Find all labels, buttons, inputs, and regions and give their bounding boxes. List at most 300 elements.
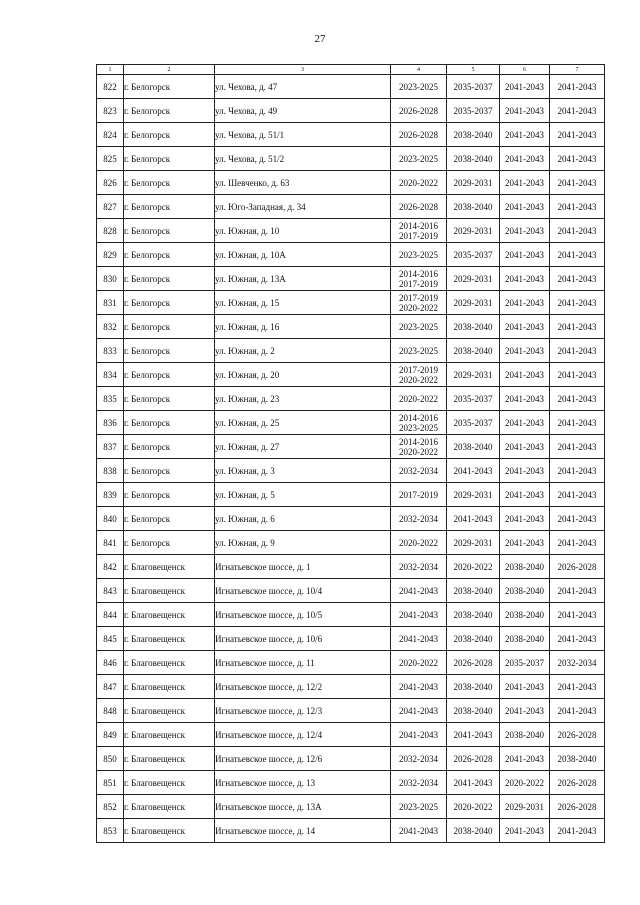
city-cell: г. Благовещенск xyxy=(124,747,215,771)
period-cell-6: 2041-2043 xyxy=(500,267,550,291)
period-value: 2032-2034 xyxy=(399,777,438,788)
period-cell-5: 2029-2031 xyxy=(447,267,500,291)
address-cell: ул. Южная, д. 5 xyxy=(215,483,391,507)
row-number-cell: 822 xyxy=(97,75,124,99)
period-cell-5: 2038-2040 xyxy=(447,339,500,363)
period-cell-5: 2038-2040 xyxy=(447,675,500,699)
period-cell-4 xyxy=(391,795,447,819)
city-cell: г. Белогорск xyxy=(124,291,215,315)
period-value: 2023-2025 xyxy=(399,249,438,260)
column-number-header: 5 xyxy=(447,65,500,75)
period-cell-7: 2041-2043 xyxy=(550,195,605,219)
table-row xyxy=(97,123,605,147)
table-row xyxy=(97,435,605,459)
period-value: 2023-2025 xyxy=(399,345,438,356)
period-cell-7: 2041-2043 xyxy=(550,219,605,243)
table-row xyxy=(97,699,605,723)
period-cell-6: 2041-2043 xyxy=(500,171,550,195)
column-number-header: 2 xyxy=(124,65,215,75)
period-value: 2020-2022 xyxy=(399,177,438,188)
period-cell-6: 2041-2043 xyxy=(500,531,550,555)
city-cell: г. Белогорск xyxy=(124,363,215,387)
period-cell-6: 2041-2043 xyxy=(500,411,550,435)
period-cell-6: 2041-2043 xyxy=(500,675,550,699)
address-cell: Игнатьевское шоссе, д. 12/3 xyxy=(215,699,391,723)
period-cell-4 xyxy=(391,99,447,123)
period-cell-7: 2026-2028 xyxy=(550,555,605,579)
period-cell-6: 2029-2031 xyxy=(500,795,550,819)
period-cell-4 xyxy=(391,387,447,411)
city-cell: г. Благовещенск xyxy=(124,699,215,723)
period-value: 2041-2043 xyxy=(399,609,438,620)
table-row xyxy=(97,651,605,675)
city-cell: г. Благовещенск xyxy=(124,555,215,579)
city-cell: г. Белогорск xyxy=(124,171,215,195)
period-cell-7: 2041-2043 xyxy=(550,291,605,315)
address-cell: ул. Чехова, д. 49 xyxy=(215,99,391,123)
page-number: 27 xyxy=(314,33,326,45)
table-row xyxy=(97,459,605,483)
period-cell-5: 2038-2040 xyxy=(447,195,500,219)
period-cell-4 xyxy=(391,147,447,171)
period-cell-5: 2038-2040 xyxy=(447,627,500,651)
period-cell-6: 2041-2043 xyxy=(500,219,550,243)
row-number-cell: 847 xyxy=(97,675,124,699)
address-cell: ул. Чехова, д. 51/1 xyxy=(215,123,391,147)
row-number-cell: 825 xyxy=(97,147,124,171)
period-cell-7: 2041-2043 xyxy=(550,99,605,123)
period-cell-7: 2041-2043 xyxy=(550,123,605,147)
period-cell-5: 2029-2031 xyxy=(447,171,500,195)
row-number-cell: 832 xyxy=(97,315,124,339)
row-number-cell: 846 xyxy=(97,651,124,675)
period-cell-5: 2041-2043 xyxy=(447,507,500,531)
period-value: 2020-2022 xyxy=(399,393,438,404)
period-cell-4 xyxy=(391,315,447,339)
table-row xyxy=(97,387,605,411)
row-number-cell: 845 xyxy=(97,627,124,651)
address-cell: ул. Южная, д. 10 xyxy=(215,219,391,243)
address-cell: Игнатьевское шоссе, д. 14 xyxy=(215,819,391,843)
period-cell-7: 2032-2034 xyxy=(550,651,605,675)
period-cell-4 xyxy=(391,483,447,507)
period-cell-7: 2041-2043 xyxy=(550,699,605,723)
period-value: 2026-2028 xyxy=(399,201,438,212)
address-cell: ул. Южная, д. 25 xyxy=(215,411,391,435)
city-cell: г. Белогорск xyxy=(124,411,215,435)
table-row xyxy=(97,507,605,531)
period-cell-7: 2041-2043 xyxy=(550,435,605,459)
period-cell-6: 2020-2022 xyxy=(500,771,550,795)
housing-register-table xyxy=(96,64,605,843)
period-cell-6: 2038-2040 xyxy=(500,579,550,603)
period-cell-7: 2038-2040 xyxy=(550,747,605,771)
row-number-cell: 830 xyxy=(97,267,124,291)
table-row xyxy=(97,195,605,219)
period-cell-7: 2041-2043 xyxy=(550,627,605,651)
period-value: 2017-2019 xyxy=(399,292,438,303)
row-number-cell: 852 xyxy=(97,795,124,819)
table-row xyxy=(97,603,605,627)
city-cell: г. Белогорск xyxy=(124,339,215,363)
table-row xyxy=(97,147,605,171)
row-number-cell: 827 xyxy=(97,195,124,219)
address-cell: ул. Южная, д. 15 xyxy=(215,291,391,315)
city-cell: г. Белогорск xyxy=(124,147,215,171)
period-cell-4 xyxy=(391,627,447,651)
period-cell-5: 2035-2037 xyxy=(447,75,500,99)
address-cell: ул. Южная, д. 23 xyxy=(215,387,391,411)
period-cell-7: 2026-2028 xyxy=(550,723,605,747)
period-cell-6: 2041-2043 xyxy=(500,123,550,147)
period-value: 2023-2025 xyxy=(399,422,438,433)
period-cell-5: 2035-2037 xyxy=(447,243,500,267)
period-value: 2014-2016 xyxy=(399,220,438,231)
period-cell-4 xyxy=(391,243,447,267)
period-value: 2023-2025 xyxy=(399,81,438,92)
city-cell: г. Белогорск xyxy=(124,507,215,531)
period-cell-5: 2026-2028 xyxy=(447,651,500,675)
period-cell-5: 2029-2031 xyxy=(447,291,500,315)
period-cell-7: 2041-2043 xyxy=(550,147,605,171)
table-row xyxy=(97,219,605,243)
table-row xyxy=(97,363,605,387)
address-cell: Игнатьевское шоссе, д. 1 xyxy=(215,555,391,579)
period-value: 2017-2019 xyxy=(399,230,438,241)
period-cell-4 xyxy=(391,219,447,243)
column-number-header: 3 xyxy=(215,65,391,75)
period-cell-4 xyxy=(391,603,447,627)
table-row xyxy=(97,339,605,363)
period-cell-4 xyxy=(391,699,447,723)
address-cell: Игнатьевское шоссе, д. 10/5 xyxy=(215,603,391,627)
period-cell-4 xyxy=(391,267,447,291)
row-number-cell: 829 xyxy=(97,243,124,267)
period-value: 2032-2034 xyxy=(399,561,438,572)
address-cell: ул. Южная, д. 6 xyxy=(215,507,391,531)
address-cell: ул. Южная, д. 20 xyxy=(215,363,391,387)
period-cell-5: 2041-2043 xyxy=(447,723,500,747)
period-cell-6: 2038-2040 xyxy=(500,627,550,651)
period-cell-5: 2035-2037 xyxy=(447,387,500,411)
row-number-cell: 836 xyxy=(97,411,124,435)
address-cell: ул. Чехова, д. 51/2 xyxy=(215,147,391,171)
column-number-header: 7 xyxy=(550,65,605,75)
period-value: 2017-2019 xyxy=(399,364,438,375)
period-value: 2026-2028 xyxy=(399,105,438,116)
period-cell-7: 2041-2043 xyxy=(550,483,605,507)
address-cell: ул. Шевченко, д. 63 xyxy=(215,171,391,195)
period-cell-5: 2029-2031 xyxy=(447,483,500,507)
period-value: 2041-2043 xyxy=(399,705,438,716)
period-cell-6: 2041-2043 xyxy=(500,99,550,123)
city-cell: г. Белогорск xyxy=(124,267,215,291)
table-row xyxy=(97,747,605,771)
period-cell-6: 2041-2043 xyxy=(500,387,550,411)
period-cell-6: 2041-2043 xyxy=(500,363,550,387)
period-cell-7: 2041-2043 xyxy=(550,315,605,339)
period-cell-5: 2029-2031 xyxy=(447,363,500,387)
city-cell: г. Благовещенск xyxy=(124,651,215,675)
table-row xyxy=(97,531,605,555)
period-value: 2023-2025 xyxy=(399,801,438,812)
address-cell: Игнатьевское шоссе, д. 11 xyxy=(215,651,391,675)
period-cell-7: 2026-2028 xyxy=(550,771,605,795)
period-cell-4 xyxy=(391,747,447,771)
period-cell-5: 2020-2022 xyxy=(447,555,500,579)
row-number-cell: 840 xyxy=(97,507,124,531)
period-value: 2017-2019 xyxy=(399,278,438,289)
period-cell-6: 2041-2043 xyxy=(500,483,550,507)
period-value: 2014-2016 xyxy=(399,268,438,279)
address-cell: Игнатьевское шоссе, д. 12/4 xyxy=(215,723,391,747)
row-number-cell: 824 xyxy=(97,123,124,147)
period-cell-7: 2041-2043 xyxy=(550,603,605,627)
table-row xyxy=(97,411,605,435)
period-cell-5: 2041-2043 xyxy=(447,771,500,795)
table-row xyxy=(97,291,605,315)
city-cell: г. Белогорск xyxy=(124,99,215,123)
address-cell: Игнатьевское шоссе, д. 13А xyxy=(215,795,391,819)
table-row xyxy=(97,171,605,195)
city-cell: г. Белогорск xyxy=(124,435,215,459)
city-cell: г. Благовещенск xyxy=(124,603,215,627)
city-cell: г. Белогорск xyxy=(124,75,215,99)
period-value: 2020-2022 xyxy=(399,657,438,668)
period-cell-6: 2041-2043 xyxy=(500,819,550,843)
period-cell-4 xyxy=(391,75,447,99)
period-cell-7: 2041-2043 xyxy=(550,363,605,387)
period-cell-7: 2041-2043 xyxy=(550,411,605,435)
table-row xyxy=(97,99,605,123)
period-cell-4 xyxy=(391,435,447,459)
period-cell-7: 2041-2043 xyxy=(550,387,605,411)
city-cell: г. Благовещенск xyxy=(124,819,215,843)
row-number-cell: 835 xyxy=(97,387,124,411)
period-value: 2041-2043 xyxy=(399,825,438,836)
row-number-cell: 837 xyxy=(97,435,124,459)
period-cell-5: 2038-2040 xyxy=(447,147,500,171)
period-cell-4 xyxy=(391,819,447,843)
period-cell-7: 2026-2028 xyxy=(550,795,605,819)
period-cell-7: 2041-2043 xyxy=(550,171,605,195)
row-number-cell: 839 xyxy=(97,483,124,507)
address-cell: Игнатьевское шоссе, д. 13 xyxy=(215,771,391,795)
period-cell-5: 2038-2040 xyxy=(447,315,500,339)
table-row xyxy=(97,579,605,603)
period-cell-7: 2041-2043 xyxy=(550,507,605,531)
period-cell-7: 2041-2043 xyxy=(550,267,605,291)
period-cell-7: 2041-2043 xyxy=(550,579,605,603)
period-cell-6: 2041-2043 xyxy=(500,243,550,267)
period-cell-4 xyxy=(391,531,447,555)
table-row xyxy=(97,555,605,579)
period-value: 2023-2025 xyxy=(399,153,438,164)
period-cell-4 xyxy=(391,411,447,435)
row-number-cell: 823 xyxy=(97,99,124,123)
period-value: 2032-2034 xyxy=(399,465,438,476)
period-cell-5: 2038-2040 xyxy=(447,819,500,843)
period-cell-4 xyxy=(391,459,447,483)
period-cell-7: 2041-2043 xyxy=(550,243,605,267)
period-cell-6: 2041-2043 xyxy=(500,339,550,363)
period-value: 2041-2043 xyxy=(399,585,438,596)
period-cell-6: 2041-2043 xyxy=(500,315,550,339)
period-cell-5: 2038-2040 xyxy=(447,435,500,459)
period-value: 2041-2043 xyxy=(399,681,438,692)
city-cell: г. Белогорск xyxy=(124,315,215,339)
address-cell: ул. Южная, д. 27 xyxy=(215,435,391,459)
period-cell-6: 2041-2043 xyxy=(500,435,550,459)
period-value: 2014-2016 xyxy=(399,412,438,423)
city-cell: г. Белогорск xyxy=(124,387,215,411)
address-cell: ул. Южная, д. 9 xyxy=(215,531,391,555)
period-cell-5: 2038-2040 xyxy=(447,603,500,627)
city-cell: г. Белогорск xyxy=(124,243,215,267)
period-cell-4 xyxy=(391,507,447,531)
city-cell: г. Благовещенск xyxy=(124,771,215,795)
city-cell: г. Благовещенск xyxy=(124,723,215,747)
address-cell: ул. Южная, д. 3 xyxy=(215,459,391,483)
period-cell-5: 2038-2040 xyxy=(447,123,500,147)
row-number-cell: 841 xyxy=(97,531,124,555)
period-cell-6: 2038-2040 xyxy=(500,723,550,747)
address-cell: ул. Южная, д. 16 xyxy=(215,315,391,339)
period-cell-5: 2026-2028 xyxy=(447,747,500,771)
row-number-cell: 834 xyxy=(97,363,124,387)
table-row xyxy=(97,771,605,795)
period-value: 2041-2043 xyxy=(399,729,438,740)
row-number-cell: 833 xyxy=(97,339,124,363)
row-number-cell: 831 xyxy=(97,291,124,315)
address-cell: Игнатьевское шоссе, д. 10/6 xyxy=(215,627,391,651)
table-row xyxy=(97,795,605,819)
period-cell-7: 2041-2043 xyxy=(550,459,605,483)
period-cell-5: 2038-2040 xyxy=(447,579,500,603)
period-cell-6: 2041-2043 xyxy=(500,747,550,771)
row-number-cell: 838 xyxy=(97,459,124,483)
period-cell-4 xyxy=(391,771,447,795)
city-cell: г. Благовещенск xyxy=(124,579,215,603)
period-value: 2026-2028 xyxy=(399,129,438,140)
period-cell-4 xyxy=(391,195,447,219)
period-value: 2020-2022 xyxy=(399,302,438,313)
period-cell-6: 2038-2040 xyxy=(500,603,550,627)
period-value: 2032-2034 xyxy=(399,753,438,764)
table-row xyxy=(97,675,605,699)
period-value: 2041-2043 xyxy=(399,633,438,644)
period-cell-5: 2020-2022 xyxy=(447,795,500,819)
period-cell-6: 2041-2043 xyxy=(500,291,550,315)
period-cell-7: 2041-2043 xyxy=(550,675,605,699)
table-row xyxy=(97,483,605,507)
city-cell: г. Благовещенск xyxy=(124,675,215,699)
address-cell: Игнатьевское шоссе, д. 10/4 xyxy=(215,579,391,603)
period-cell-7: 2041-2043 xyxy=(550,339,605,363)
period-cell-4 xyxy=(391,723,447,747)
period-cell-6: 2041-2043 xyxy=(500,75,550,99)
period-cell-4 xyxy=(391,651,447,675)
period-value: 2017-2019 xyxy=(399,489,438,500)
period-cell-4 xyxy=(391,555,447,579)
column-number-header: 6 xyxy=(500,65,550,75)
period-value: 2032-2034 xyxy=(399,513,438,524)
period-cell-4 xyxy=(391,123,447,147)
period-value: 2023-2025 xyxy=(399,321,438,332)
address-cell: Игнатьевское шоссе, д. 12/2 xyxy=(215,675,391,699)
address-cell: ул. Южная, д. 13А xyxy=(215,267,391,291)
period-cell-6: 2041-2043 xyxy=(500,507,550,531)
period-cell-4 xyxy=(391,675,447,699)
city-cell: г. Белогорск xyxy=(124,483,215,507)
row-number-cell: 848 xyxy=(97,699,124,723)
period-value: 2020-2022 xyxy=(399,374,438,385)
period-cell-5: 2029-2031 xyxy=(447,531,500,555)
city-cell: г. Благовещенск xyxy=(124,627,215,651)
period-cell-7: 2041-2043 xyxy=(550,531,605,555)
column-number-header: 4 xyxy=(391,65,447,75)
column-number-header: 1 xyxy=(97,65,124,75)
row-number-cell: 843 xyxy=(97,579,124,603)
row-number-cell: 844 xyxy=(97,603,124,627)
period-cell-4 xyxy=(391,171,447,195)
period-cell-7: 2041-2043 xyxy=(550,75,605,99)
table-row xyxy=(97,723,605,747)
address-cell: ул. Южная, д. 2 xyxy=(215,339,391,363)
period-cell-6: 2041-2043 xyxy=(500,195,550,219)
period-cell-5: 2029-2031 xyxy=(447,219,500,243)
table-row xyxy=(97,819,605,843)
period-value: 2020-2022 xyxy=(399,446,438,457)
period-cell-4 xyxy=(391,579,447,603)
period-cell-6: 2041-2043 xyxy=(500,147,550,171)
address-cell: Игнатьевское шоссе, д. 12/6 xyxy=(215,747,391,771)
period-cell-4 xyxy=(391,339,447,363)
period-cell-5: 2035-2037 xyxy=(447,411,500,435)
period-cell-5: 2038-2040 xyxy=(447,699,500,723)
city-cell: г. Благовещенск xyxy=(124,795,215,819)
period-cell-5: 2041-2043 xyxy=(447,459,500,483)
period-cell-4 xyxy=(391,363,447,387)
city-cell: г. Белогорск xyxy=(124,195,215,219)
period-cell-5: 2035-2037 xyxy=(447,99,500,123)
table-row xyxy=(97,75,605,99)
table-row xyxy=(97,315,605,339)
period-value: 2014-2016 xyxy=(399,436,438,447)
address-cell: ул. Чехова, д. 47 xyxy=(215,75,391,99)
address-cell: ул. Южная, д. 10А xyxy=(215,243,391,267)
period-cell-4 xyxy=(391,291,447,315)
row-number-cell: 842 xyxy=(97,555,124,579)
row-number-cell: 826 xyxy=(97,171,124,195)
table-row xyxy=(97,627,605,651)
city-cell: г. Белогорск xyxy=(124,459,215,483)
period-cell-7: 2041-2043 xyxy=(550,819,605,843)
city-cell: г. Белогорск xyxy=(124,531,215,555)
row-number-cell: 850 xyxy=(97,747,124,771)
column-number-row xyxy=(97,65,605,75)
row-number-cell: 828 xyxy=(97,219,124,243)
city-cell: г. Белогорск xyxy=(124,219,215,243)
table-row xyxy=(97,243,605,267)
city-cell: г. Белогорск xyxy=(124,123,215,147)
period-cell-6: 2035-2037 xyxy=(500,651,550,675)
period-cell-6: 2041-2043 xyxy=(500,699,550,723)
row-number-cell: 853 xyxy=(97,819,124,843)
row-number-cell: 851 xyxy=(97,771,124,795)
row-number-cell: 849 xyxy=(97,723,124,747)
address-cell: ул. Юго-Западная, д. 34 xyxy=(215,195,391,219)
